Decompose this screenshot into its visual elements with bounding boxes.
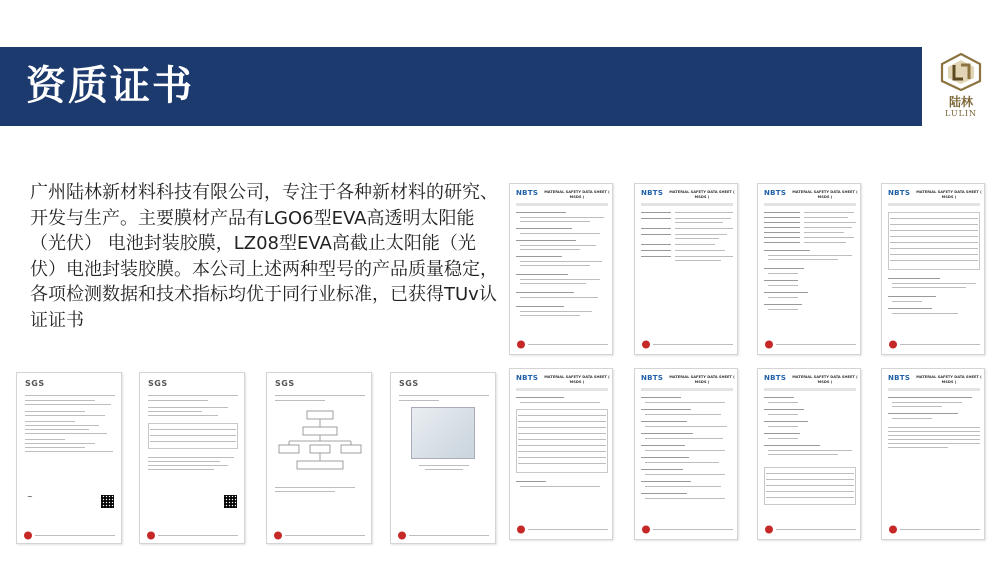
msds-title: MATERIAL SAFETY DATA SHEET ( MSDS ) (916, 190, 982, 199)
nbts-logo: NBTS (641, 374, 664, 382)
nbts-logo: NBTS (888, 189, 911, 197)
msds-sheet-thumbnail[interactable] (509, 183, 613, 355)
msds-sheet-thumbnail[interactable] (634, 183, 738, 355)
seal-icon (764, 340, 774, 349)
msds-sheet-thumbnail[interactable] (881, 368, 985, 540)
msds-title: MATERIAL SAFETY DATA SHEET ( MSDS ) (669, 190, 735, 199)
seal-icon (888, 525, 898, 534)
msds-sheet-thumbnail[interactable] (757, 368, 861, 540)
company-logo (922, 47, 1000, 126)
msds-title: MATERIAL SAFETY DATA SHEET ( MSDS ) (792, 375, 858, 384)
seal-icon (273, 531, 283, 540)
seal-icon (146, 531, 156, 540)
sgs-report-thumbnail[interactable] (139, 372, 245, 544)
seal-icon (641, 525, 651, 534)
seal-icon (888, 340, 898, 349)
sample-photo (411, 407, 475, 459)
msds-title: MATERIAL SAFETY DATA SHEET ( MSDS ) (916, 375, 982, 384)
msds-sheet-thumbnail[interactable] (881, 183, 985, 355)
qr-code-icon (101, 495, 114, 508)
nbts-logo: NBTS (764, 189, 787, 197)
sgs-flowchart-thumbnail[interactable] (266, 372, 372, 544)
msds-sheet-thumbnail[interactable] (509, 368, 613, 540)
sgs-photo-thumbnail[interactable] (390, 372, 496, 544)
msds-title: MATERIAL SAFETY DATA SHEET ( MSDS ) (669, 375, 735, 384)
seal-icon (23, 531, 33, 540)
nbts-logo: NBTS (888, 374, 911, 382)
sgs-logo: SGS (275, 379, 295, 388)
qr-code-icon (224, 495, 237, 508)
msds-title: MATERIAL SAFETY DATA SHEET ( MSDS ) (792, 190, 858, 199)
msds-sheet-thumbnail[interactable] (757, 183, 861, 355)
nbts-logo: NBTS (516, 374, 539, 382)
company-intro: 广州陆林新材料科技有限公司，专注于各种新材料的研究、开发与生产。主要膜材产品有LGO6型EVA高透明太阳能（光伏） 电池封装胶膜，LZ08型EVA高截止太阳能（光伏）电池封装胶膜。本公司上述两种型号的产品质量稳定，各项检测数据和技术指标均优于同行业标准，已获得TUv认证证书 (30, 182, 498, 331)
seal-icon (641, 340, 651, 349)
seal-icon (764, 525, 774, 534)
logo-chinese-name: 陆林 (948, 95, 973, 109)
page-title: 资质证书 (26, 63, 194, 109)
seal-icon (516, 525, 526, 534)
seal-icon (516, 340, 526, 349)
sgs-logo: SGS (25, 379, 45, 388)
seal-icon (397, 531, 407, 540)
nbts-logo: NBTS (764, 374, 787, 382)
msds-title: MATERIAL SAFETY DATA SHEET ( MSDS ) (544, 375, 610, 384)
logo-english-name: LULIN (944, 109, 978, 118)
nbts-logo: NBTS (516, 189, 539, 197)
flowchart-diagram (277, 409, 363, 479)
msds-title: MATERIAL SAFETY DATA SHEET ( MSDS ) (544, 190, 610, 199)
nbts-logo: NBTS (641, 189, 664, 197)
lulin-logo-icon (939, 53, 983, 91)
sgs-logo: SGS (399, 379, 419, 388)
sgs-logo: SGS (148, 379, 168, 388)
msds-sheet-thumbnail[interactable] (634, 368, 738, 540)
sgs-report-thumbnail[interactable]: SGS ~ (16, 372, 122, 544)
